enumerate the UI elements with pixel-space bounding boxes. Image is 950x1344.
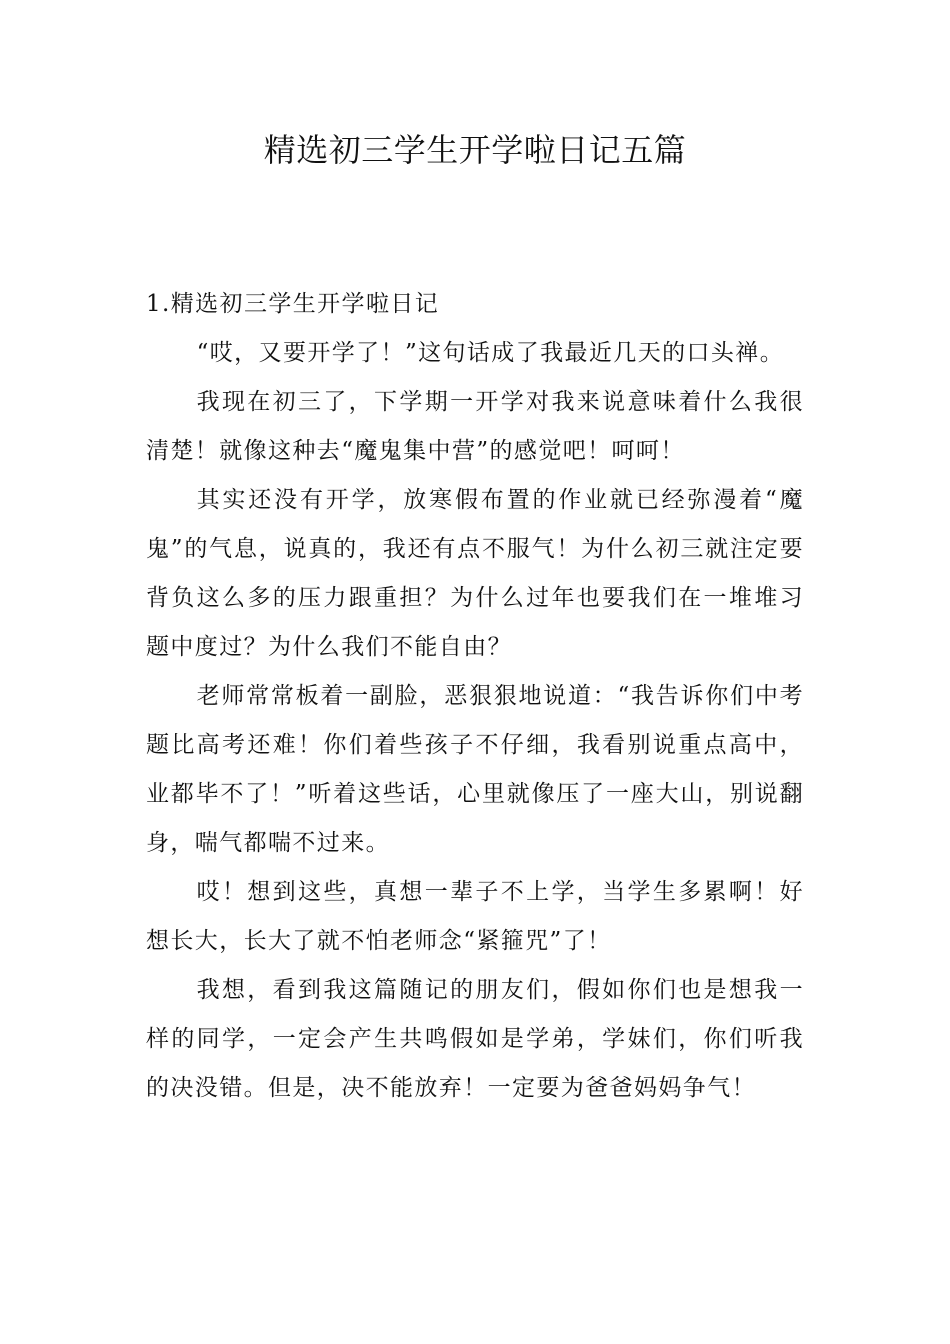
paragraph-6: 我想，看到我这篇随记的朋友们，假如你们也是想我一样的同学，一定会产生共鸣假如是学弟，学妹们，你们听我的决没错。但是，决不能放弃！一定要为爸爸妈妈争气！ (146, 977, 804, 1101)
paragraph-2: 我现在初三了，下学期一开学对我来说意味着什么我很清楚！就像这种去“魔鬼集中营”的感觉吧！呵呵！ (146, 389, 804, 464)
paragraph-5: 哎！想到这些，真想一辈子不上学，当学生多累啊！好想长大，长大了就不怕老师念“紧箍咒”了！ (146, 879, 804, 954)
paragraph-3: 其实还没有开学，放寒假布置的作业就已经弥漫着“魔鬼”的气息，说真的，我还有点不服气！为什么初三就注定要背负这么多的压力跟重担？为什么过年也要我们在一堆堆习题中度过？为什么我们不能自由？ (146, 487, 804, 660)
document-title: 精选初三学生开学啦日记五篇 (263, 131, 687, 169)
document-body (146, 280, 804, 1113)
section-heading: 1.精选初三学生开学啦日记 (146, 291, 440, 317)
paragraph-1: “哎，又要开学了！”这句话成了我最近几天的口头禅。 (196, 340, 785, 366)
paragraph-4: 老师常常板着一副脸，恶狠狠地说道：“我告诉你们中考题比高考还难！你们着些孩子不仔细，我看别说重点高中，业都毕不了！”听着这些话，心里就像压了一座大山，别说翻身，喘气都喘不过来。 (146, 683, 804, 856)
